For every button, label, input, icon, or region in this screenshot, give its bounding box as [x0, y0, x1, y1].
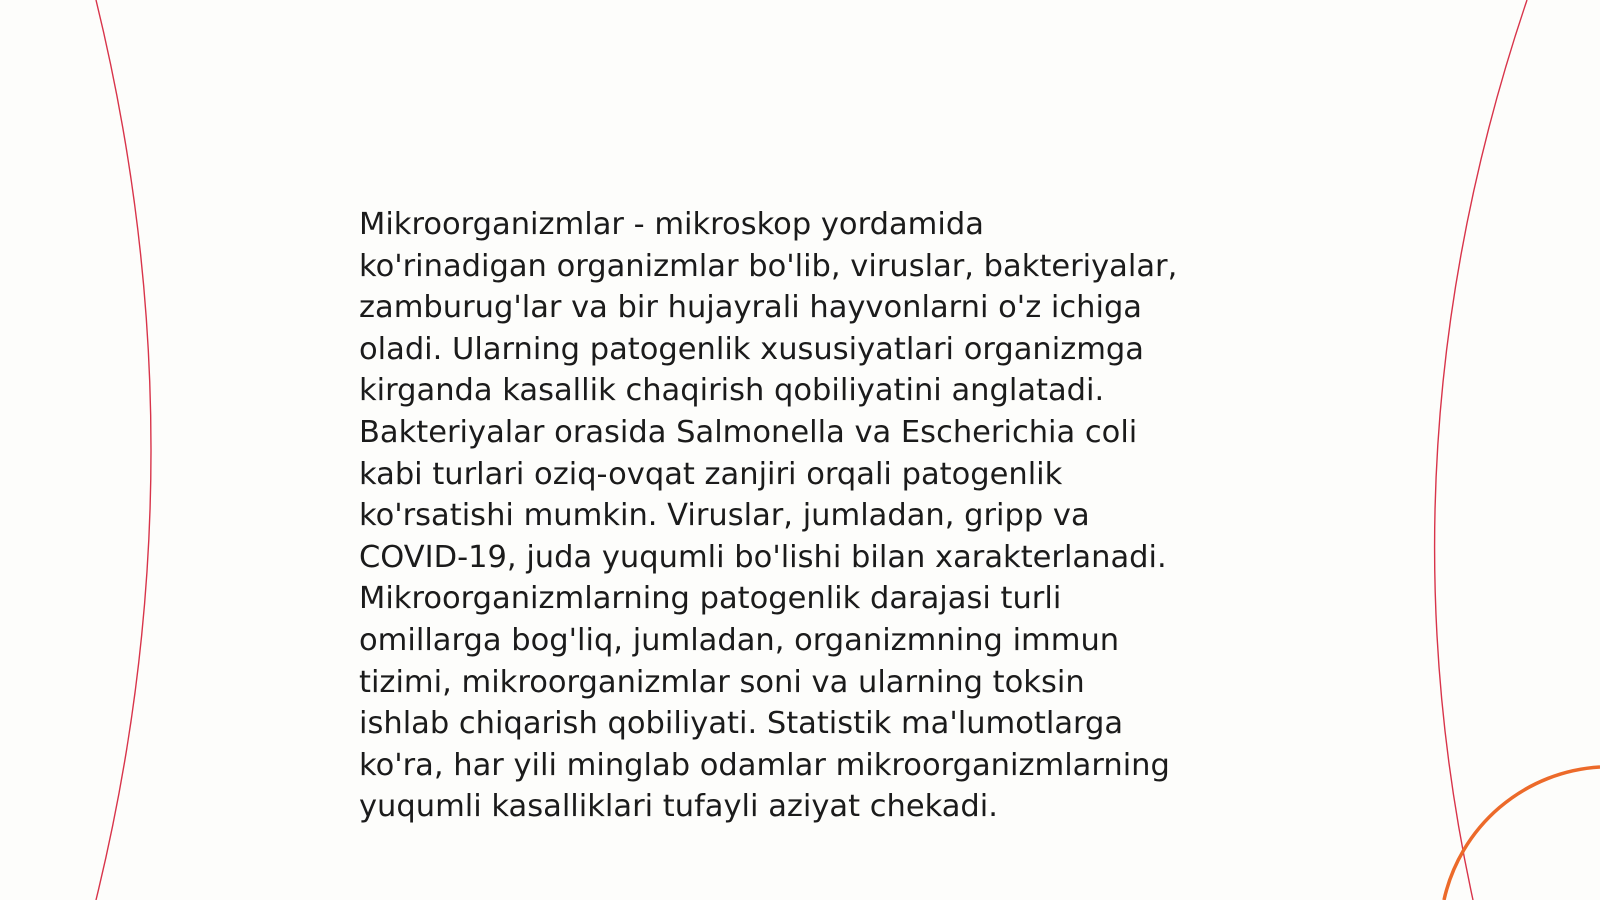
- paragraph-line: ishlab chiqarish qobiliyati. Statistik ma'lumotlarga: [359, 706, 1124, 742]
- paragraph-line: Mikroorganizmlarning patogenlik darajasi turli: [359, 581, 1062, 617]
- paragraph-line: Mikroorganizmlar - mikroskop yordamida: [359, 207, 984, 242]
- left-arc-line: [96, 0, 151, 900]
- paragraph-line: COVID-19, juda yuqumli bo'lishi bilan xarakterlanadi.: [359, 539, 1167, 575]
- paragraph-line: tizimi, mikroorganizmlar soni va ularning toksin: [359, 664, 1085, 700]
- orange-accent-arc: [1444, 767, 1600, 900]
- paragraph-line: ko'rinadigan organizmlar bo'lib, viruslar, bakteriyalar,: [359, 248, 1178, 284]
- slide-body-paragraph: [359, 204, 1239, 828]
- paragraph-line: omillarga bog'liq, jumladan, organizmning immun: [359, 622, 1120, 658]
- paragraph-line: kirganda kasallik chaqirish qobiliyatini anglatadi.: [359, 373, 1105, 409]
- paragraph-line: Bakteriyalar orasida Salmonella va Escherichia coli: [359, 414, 1138, 450]
- paragraph-line: oladi. Ularning patogenlik xususiyatlari organizmga: [359, 331, 1144, 367]
- paragraph-line: kabi turlari oziq-ovqat zanjiri orqali patogenlik: [359, 456, 1063, 492]
- right-arc-line: [1435, 0, 1527, 900]
- paragraph-line: ko'ra, har yili minglab odamlar mikroorganizmlarning: [359, 747, 1170, 783]
- paragraph-line: ko'rsatishi mumkin. Viruslar, jumladan, gripp va: [359, 498, 1090, 534]
- paragraph-line: yuqumli kasalliklari tufayli aziyat chekadi.: [359, 789, 998, 825]
- paragraph-line: zamburug'lar va bir hujayrali hayvonlarni o'z ichiga: [359, 290, 1142, 326]
